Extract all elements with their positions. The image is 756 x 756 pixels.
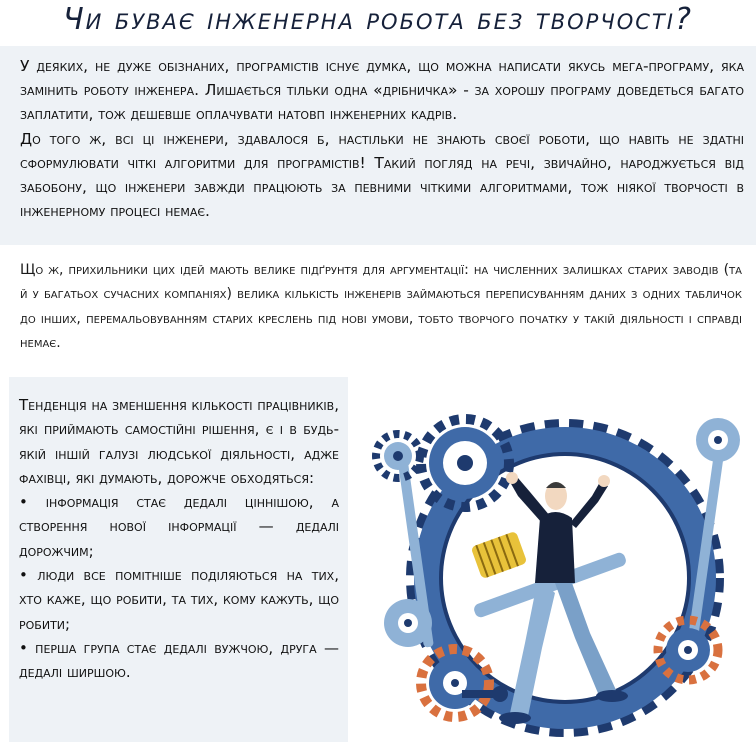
intro-panel — [0, 46, 756, 245]
sidebar-lead: Тенденція на зменшення кількості працівників, які приймають самостійні рішення, є і в будь-якій іншій галузі людської діяльності, адже фахівці, які думають, дорожче обходяться: — [19, 396, 339, 487]
gear-top-right — [696, 418, 740, 462]
gear-top-left — [421, 419, 509, 507]
intro-text — [20, 54, 744, 223]
intro-paragraph-1: У деяких, не дуже обізнаних, програмістів існує думка, що можна написати якусь мега-програму, яка замінить роботу інженера. Лишається тільки одна «дрібничка» - за хорошу програму доведеться багато заплатити, тож дешевше оплачувати натовп інженерних кадрів. — [20, 57, 744, 124]
sidebar-text — [19, 393, 339, 685]
gear-bottom-center — [421, 649, 489, 717]
middle-paragraph: Що ж, прихильники цих ідей мають велике підґрунтя для аргументації: на численних залишках старих заводів (та й у багатьох сучасних компаніях) велика кількість інженерів займаються переписуванням даних з одних табличок до інших, перемальовуванням старих креслень під нові умови, тобто творчого початку у такій діяльності і справді немає. — [20, 262, 742, 352]
gear-left — [376, 434, 420, 478]
sidebar-panel — [9, 377, 348, 742]
sidebar-bullet: • інформація стає дедалі ціннішою, а створення нової інформації — дедалі дорожчим; — [19, 493, 339, 560]
intro-paragraph-2: До того ж, всі ці інженери, здавалося б, настільки не знають своєї роботи, що навіть не здатні сформулювати чіткі алгоритми для програмістів! Такий погляд на речі, звичайно, народжується від забобону, що інженери завжди працюють за певними чіткими алгоритмами, тож ніякої творчості в інженерному процесі немає. — [20, 129, 744, 221]
sidebar-bullet: • люди все помітніше поділяються на тих, хто каже, що робити, та тих, кому кажуть, що робити; — [19, 566, 339, 633]
page-title: Чи буває інженерна робота без творчості? — [63, 2, 693, 37]
engineer-gears-illustration — [350, 378, 756, 750]
gear-bottom-left — [384, 599, 432, 647]
sidebar-bullet: • перша група стає дедалі вужчою, друга — дедалі ширшою. — [19, 638, 339, 682]
